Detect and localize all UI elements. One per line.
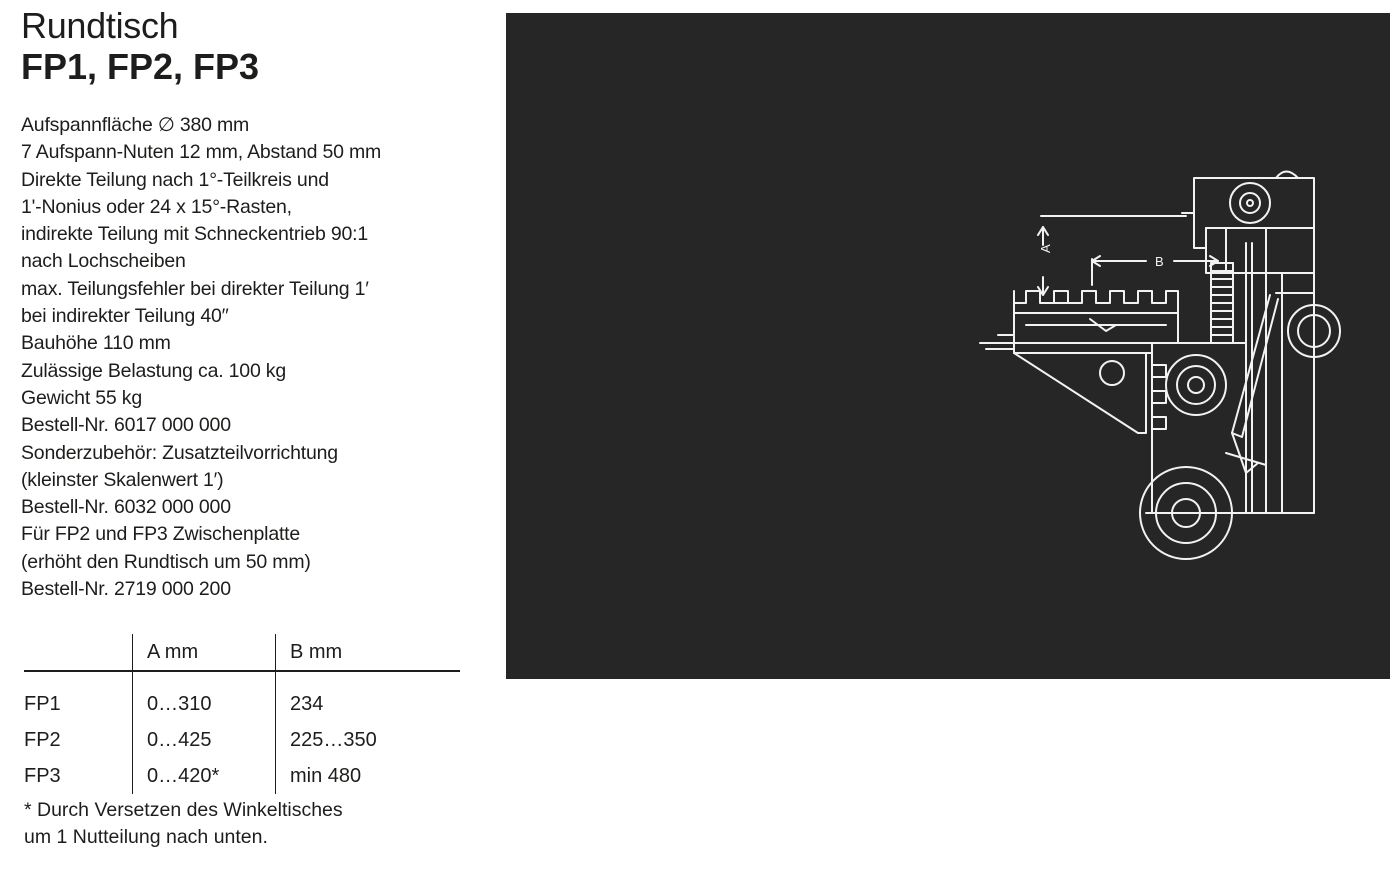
- table-cell-a: 0…425: [133, 722, 276, 758]
- dimension-b-label: B: [1155, 254, 1164, 269]
- table-cell-a: 0…310: [133, 671, 276, 722]
- footnote-line: um 1 Nutteilung nach unten.: [24, 826, 268, 848]
- table-row: [24, 671, 460, 722]
- spec-line: Bestell-Nr. 2719 000 200: [21, 578, 231, 601]
- head-wheel: [1230, 183, 1270, 223]
- spec-line: Sonderzubehör: Zusatzteilvorrichtung: [21, 441, 338, 464]
- table-cell-b: 225…350: [276, 722, 461, 758]
- spec-line: (kleinster Skalenwert 1′): [21, 468, 224, 491]
- rotary-table: [1014, 291, 1178, 343]
- table-cell-a: 0…420*: [133, 758, 276, 794]
- spec-line: indirekte Teilung mit Schneckentrieb 90:1: [21, 223, 368, 246]
- table-row: [24, 722, 460, 758]
- table-cell-model: FP2: [24, 728, 61, 751]
- table-header-cell: B mm: [276, 634, 461, 671]
- table-header-row: [24, 634, 460, 671]
- spec-line: Aufspannfläche ∅ 380 mm: [21, 114, 250, 136]
- dimension-a-line: [1041, 216, 1186, 303]
- spec-line: nach Lochscheiben: [21, 250, 186, 273]
- spec-line: Gewicht 55 kg: [21, 386, 142, 409]
- spec-line: Bestell-Nr. 6032 000 000: [21, 496, 231, 519]
- table-header-cell: [24, 634, 133, 671]
- page-subtitle: FP1, FP2, FP3: [21, 46, 260, 87]
- spec-line: Direkte Teilung nach 1°-Teilkreis und: [21, 168, 329, 191]
- footnote: [24, 797, 454, 851]
- spec-line: 7 Aufspann-Nuten 12 mm, Abstand 50 mm: [21, 141, 382, 164]
- spec-line: (erhöht den Rundtisch um 50 mm): [21, 550, 311, 573]
- spec-line: Bestell-Nr. 6017 000 000: [21, 414, 231, 437]
- dimension-table: [24, 634, 460, 794]
- table-row: [24, 758, 460, 794]
- footnote-line: * Durch Versetzen des Winkeltisches: [24, 799, 343, 821]
- spec-line: 1'-Nonius oder 24 x 15°-Rasten,: [21, 195, 292, 218]
- table-header-cell: A mm: [133, 634, 276, 671]
- table-cell-b: min 480: [276, 758, 461, 794]
- table-cell-model: FP1: [24, 692, 61, 715]
- spec-list: [21, 112, 481, 603]
- spec-line: Bauhöhe 110 mm: [21, 332, 171, 355]
- dimension-a-label: A: [1038, 244, 1053, 253]
- angle-table: [1014, 343, 1152, 353]
- spec-line: Für FP2 und FP3 Zwischenplatte: [21, 523, 301, 546]
- table-cell-b: 234: [276, 671, 461, 722]
- spec-column: [21, 6, 481, 603]
- machine-line-drawing: [506, 13, 1390, 679]
- feed-rod: [1232, 295, 1278, 437]
- page-title: Rundtisch: [21, 5, 179, 46]
- machine-drawing-panel: [506, 13, 1390, 679]
- table-cell-model: FP3: [24, 764, 61, 787]
- spec-line: bei indirekter Teilung 40′′: [21, 305, 229, 328]
- spec-line: Zulässige Belastung ca. 100 kg: [21, 359, 287, 382]
- spec-line: max. Teilungsfehler bei direkter Teilung 1′: [21, 277, 369, 300]
